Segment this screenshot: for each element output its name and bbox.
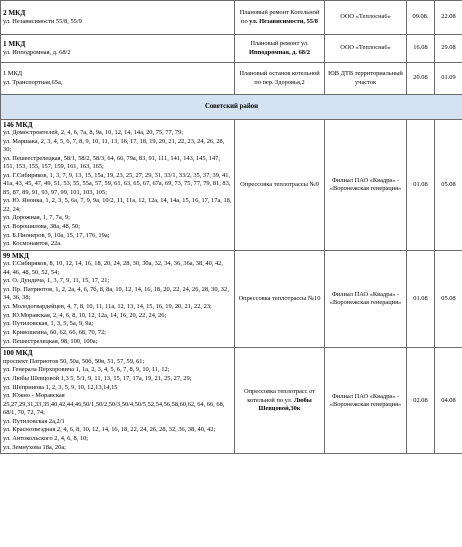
reason-cell bbox=[235, 1, 325, 35]
address-line: ул. Антокольского 2, 4, 6, 8, 10; bbox=[3, 435, 89, 443]
address-line: ул. Домостроителей, 2, 4, 6, 7а, 8, 9а, 10, 12, 14, 14а, 20, 75, 77, 79; bbox=[3, 129, 184, 137]
org-cell: Филиал ПАО «Квадра» - «Воронежская генерация» bbox=[325, 120, 407, 251]
end-date: 05.08 bbox=[435, 120, 462, 251]
end-date: 29.08 bbox=[435, 35, 462, 63]
start-date: 20.08 bbox=[407, 63, 435, 95]
table-row bbox=[1, 35, 462, 63]
table-row bbox=[1, 63, 462, 95]
address-line: ул. Путиловская, 1, 3, 5, 5а, 9, 9а; bbox=[3, 320, 94, 328]
mkd-count: 2 МКД bbox=[3, 9, 26, 18]
address-text: ул. Ипподромная, д. 68/2 bbox=[3, 48, 71, 56]
address-line: ул. Путиловская 2а,2/1 bbox=[3, 417, 65, 425]
end-date: 01.09 bbox=[435, 63, 462, 95]
address-cell bbox=[1, 63, 235, 95]
section-header-row bbox=[1, 95, 462, 120]
org-cell: Филиал ПАО «Квадра» - «Воронежская генерация» bbox=[325, 250, 407, 347]
table-row bbox=[1, 120, 462, 251]
table-row bbox=[1, 250, 462, 347]
reason-bold-text: ул. Независимости, 55/8 bbox=[249, 17, 318, 25]
reason-cell: Опрессовка теплотрассы №10 bbox=[235, 250, 325, 347]
reason-cell bbox=[235, 348, 325, 454]
mkd-count: 100 МКД bbox=[3, 349, 33, 358]
address-line: ул. Земнухова 18а, 20а; bbox=[3, 443, 66, 451]
table-row bbox=[1, 348, 462, 454]
address-line: ул. Ворошилова, 38а, 48, 50; bbox=[3, 222, 81, 230]
reason-bold-text: Ипподромная, д. 68/2 bbox=[249, 48, 310, 56]
address-cell bbox=[1, 120, 235, 251]
reason-cell: Опрессовка теплотрассы №9 bbox=[235, 120, 325, 251]
section-title: Советский район bbox=[1, 95, 462, 120]
start-date: 01.08 bbox=[407, 250, 435, 347]
reason-bold-text: Любы Шевцовой,30к bbox=[258, 396, 312, 413]
address-line: ул. Пр. Патриотов, 1, 2, 2а, 4, 6, 7б, 8, 8а, 10, 12, 14, 16, 18, 20, 22, 24, 26, 28, 30, 32, 34, 36, 38; bbox=[3, 285, 229, 302]
address-cell bbox=[1, 250, 235, 347]
address-line: ул. Б.Пионеров, 9, 10а, 15, 17, 176, 19а; bbox=[3, 231, 110, 239]
address-cell bbox=[1, 348, 235, 454]
address-line: ул. Г.Сибиряков, 1, 3, 7, 9, 13, 15, 15а, 19, 23, 25, 27, 29, 31, 33/1, 33/2, 35, 37, 39, 41, 41а, 43, 45, 47, 49, 51, 53, 55, 55а, 57, 59, 61, 63, 65, 67, 67а, 69, 73, 75, 77, 79, 81, 83, 85, 87, 89, 91, 93, 97, 99, 101, 103, 105; bbox=[3, 171, 231, 196]
address-line: проспект Патриотов 50, 50а, 50б, 50в, 51, 57, 59, 61; bbox=[3, 357, 145, 365]
address-line: ул. Молодогвардейцев, 4, 7, 8, 10, 11, 11а, 12, 13, 14, 15, 16, 19, 20, 21, 22, 23; bbox=[3, 302, 212, 310]
reason-text: Плановый ремонт Котельной по bbox=[239, 9, 320, 25]
address-line: ул. Дорожная, 1, 7, 7а, 9; bbox=[3, 214, 70, 222]
address-line: ул. Южно - Моравская 25,27,29,31,33,35,40,42,44,46,50/1,50/2,50/3,50/4,50/5,52,54,56,58,60,62, 64, 66, 68, 68/1, 70, 72, 74; bbox=[3, 392, 225, 416]
org-cell: ООО «Теплосна6» bbox=[325, 35, 407, 63]
address-line: ул. Пешеестрелецкая, 58/1, 58/2, 58/3, 64, 66, 79а, 83, 91, 111, 141, 143, 145, 147, 151, 153, 155, 157, 159, 161, 163, 165; bbox=[3, 154, 220, 171]
org-cell: ООО «Теплосна6» bbox=[325, 1, 407, 35]
address-line: ул. Шепринова 1, 2, 3, 5, 9, 10, 12,13,14,15 bbox=[3, 383, 118, 391]
mkd-count: 146 МКД bbox=[3, 121, 33, 129]
address-line: ул. Пешестрелецкая, 98, 100, 100а; bbox=[3, 337, 98, 345]
start-date: 16.08 bbox=[407, 35, 435, 63]
start-date: 01.08 bbox=[407, 120, 435, 251]
address-line: ул. Ю.Моравская, 2, 4, 6, 8, 10, 12, 12а, 14, 16, 20, 22, 24, 26; bbox=[3, 311, 167, 319]
address-line: ул. Любы Шевцовой 1,3 5, 5/1, 9, 11, 13, 15, 17, 17а, 19, 21, 25, 27, 29; bbox=[3, 375, 192, 383]
address-cell bbox=[1, 1, 235, 35]
end-date: 22.08 bbox=[435, 1, 462, 35]
table-row bbox=[1, 1, 462, 35]
mkd-count: 1 МКД bbox=[3, 40, 26, 49]
reason-text: Плановый останов котельной по пер. Здоровья,2 bbox=[239, 70, 320, 86]
address-line: ул. Генерала Перхоровича 1, 1а, 2, 3, 4, 5, 6, 7, 8, 9, 10, 11, 12; bbox=[3, 366, 170, 374]
address-line: ул. Г.Сибиряков, 8, 10, 12, 14, 16, 18, 20, 24, 28, 30, 30а, 32, 34, 36, 36а, 38, 40, 42, 44, 46, 48, 50, 52, 54; bbox=[3, 260, 223, 276]
reason-cell bbox=[235, 35, 325, 63]
start-date: 09.08. bbox=[407, 1, 435, 35]
mkd-count: 99 МКД bbox=[3, 251, 29, 260]
address-text: ул. Независимости 55/8, 55/9 bbox=[3, 17, 82, 25]
end-date: 05.08 bbox=[435, 250, 462, 347]
address-text: ул. Транспортная,65а, bbox=[3, 78, 63, 86]
address-line: ул. Космонавтов, 22а. bbox=[3, 240, 62, 248]
address-line: ул. О. Дундича, 1, 3, 7, 9, 11, 15, 17, 21; bbox=[3, 277, 110, 285]
reason-text: Плановый ремонт ул. bbox=[250, 40, 309, 48]
reason-cell bbox=[235, 63, 325, 95]
address-line: ул. Ю. Янонка, 1, 2, 3, 5, 6а, 7, 9, 9а, 10/2, 11, 11а, 12, 12а, 14, 14а, 15, 16, 17, 17а, 18, 22, 24; bbox=[3, 197, 232, 213]
address-line: ул. Кривошеина, 60, 62, 66, 68, 70, 72; bbox=[3, 328, 107, 336]
address-line: ул. Краснозвездная 2, 4, 6, 8, 10, 12, 14, 16, 18, 22, 24, 26, 28, 32, 36, 38, 40, 42; bbox=[3, 426, 216, 434]
org-cell: Филиал ПАО «Квадра» - «Воронежская генерация» bbox=[325, 348, 407, 454]
address-cell bbox=[1, 35, 235, 63]
address-line: ул. Маршака, 2, 3, 4, 5, 6, 7, 8, 9, 10, 11, 13, 16, 17, 18, 19, 20, 21, 22, 23, 24, 26, 28, 30; bbox=[3, 137, 225, 154]
end-date: 04.08 bbox=[435, 348, 462, 454]
mkd-count: 1 МКД bbox=[3, 70, 23, 78]
reason-text: Опрессовка теплотрасс от котельной по ул. bbox=[244, 388, 315, 404]
start-date: 02.08 bbox=[407, 348, 435, 454]
org-cell: ЮВ ДТВ территориальный участок bbox=[325, 63, 407, 95]
